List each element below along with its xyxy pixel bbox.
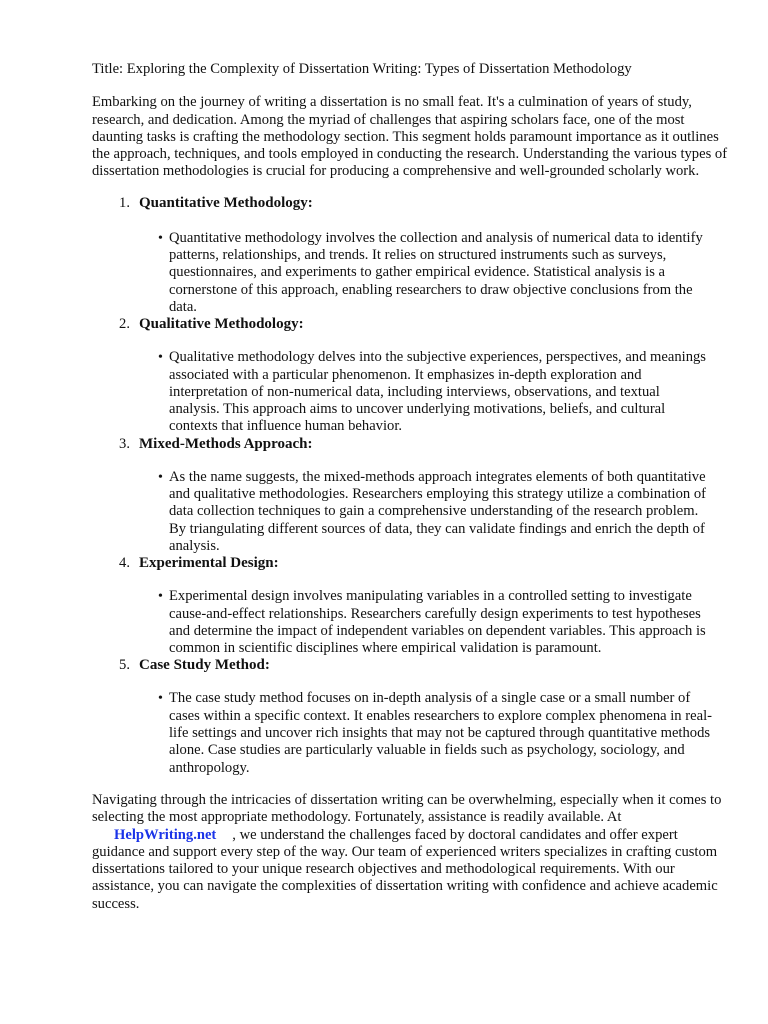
methodology-list	[92, 195, 732, 777]
bullet-item	[158, 690, 734, 776]
bullet-text: As the name suggests, the mixed-methods approach integrates elements of both quantitative and qualitative methodologies. Researchers employing this strategy utilize a combination of data collection techniques to gain a comprehensive understanding of the research problem. By triangulating different sources of data, they can validate findings and enrich the depth of analysis.	[169, 468, 706, 554]
closing-text-before: Navigating through the intricacies of dissertation writing can be overwhelming, especially when it comes to selecting the most appropriate methodology. Fortunately, assistance is readily available. At	[92, 791, 722, 826]
bullet-item	[158, 229, 734, 316]
list-item	[92, 657, 732, 776]
list-item-number: 1.	[119, 194, 130, 211]
document-title: Title: Exploring the Complexity of Dissertation Writing: Types of Dissertation Methodology	[92, 61, 632, 77]
bullet-item	[158, 349, 734, 435]
list-item	[92, 436, 732, 555]
bullet-text: The case study method focuses on in-depth analysis of a single case or a small number of cases within a specific context. It enables researchers to explore complex phenomena in real-life settings and uncover rich insights that may not be captured through quantitative methods alone. Case studies are particularly valuable in fields such as psychology, sociology, and anthropology.	[169, 690, 712, 776]
bullet-icon: •	[158, 350, 163, 366]
list-item-number: 4.	[119, 555, 130, 572]
list-item-heading: Quantitative Methodology:	[139, 194, 313, 211]
list-item	[92, 316, 732, 435]
list-item-number: 3.	[119, 435, 130, 452]
list-item-heading: Mixed-Methods Approach:	[139, 435, 313, 452]
closing-text-after: , we understand the challenges faced by doctoral candidates and offer expert guidance and support every step of the way. Our team of experienced writers specializes in crafting custom dissertations tailored to your unique research objectives and methodological requirements. With our assistance, you can navigate the complexities of dissertation writing with confidence and achieve academic success.	[92, 826, 718, 912]
intro-paragraph: Embarking on the journey of writing a dissertation is no small feat. It's a culmination of years of study, research, and dedication. Among the myriad of challenges that aspiring scholars face, one of the most daunting tasks is crafting the methodology section. This segment holds paramount importance as it outlines the approach, techniques, and tools employed in conducting the research. Understanding the various types of dissertation methodologies is crucial for producing a comprehensive and well-grounded scholarly work.	[92, 94, 728, 180]
list-item-number: 5.	[119, 657, 130, 674]
list-item	[92, 555, 732, 657]
bullet-text: Quantitative methodology involves the collection and analysis of numerical data to identify patterns, relationships, and trends. It relies on structured instruments such as surveys, questionnaires, and experiments to gather empirical evidence. Statistical analysis is a cornerstone of this approach, enabling researchers to draw objective conclusions from the data.	[169, 229, 703, 315]
list-item	[92, 195, 732, 316]
helpwriting-link[interactable]: HelpWriting.net	[114, 826, 217, 843]
list-item-heading: Case Study Method:	[139, 657, 270, 674]
bullet-icon: •	[158, 589, 163, 605]
closing-paragraph	[92, 792, 732, 913]
list-item-number: 2.	[119, 316, 130, 333]
bullet-item	[158, 588, 734, 657]
bullet-icon: •	[158, 469, 163, 485]
bullet-item	[158, 468, 734, 555]
bullet-text: Experimental design involves manipulating variables in a controlled setting to investigate cause-and-effect relationships. Researchers carefully design experiments to test hypotheses and determine the impact of independent variables on dependent variables. This approach is common in scientific disciplines where empirical validation is paramount.	[169, 588, 706, 657]
bullet-text: Qualitative methodology delves into the subjective experiences, perspectives, and meanings associated with a particular phenomenon. It emphasizes in-depth exploration and interpretation of non-numerical data, including interviews, observations, and textual analysis. This approach aims to uncover underlying motivations, beliefs, and cultural contexts that influence human behavior.	[169, 349, 706, 435]
list-item-heading: Qualitative Methodology:	[139, 316, 304, 333]
bullet-icon: •	[158, 691, 163, 707]
document-page	[92, 61, 732, 913]
list-item-heading: Experimental Design:	[139, 555, 279, 572]
bullet-icon: •	[158, 230, 163, 246]
